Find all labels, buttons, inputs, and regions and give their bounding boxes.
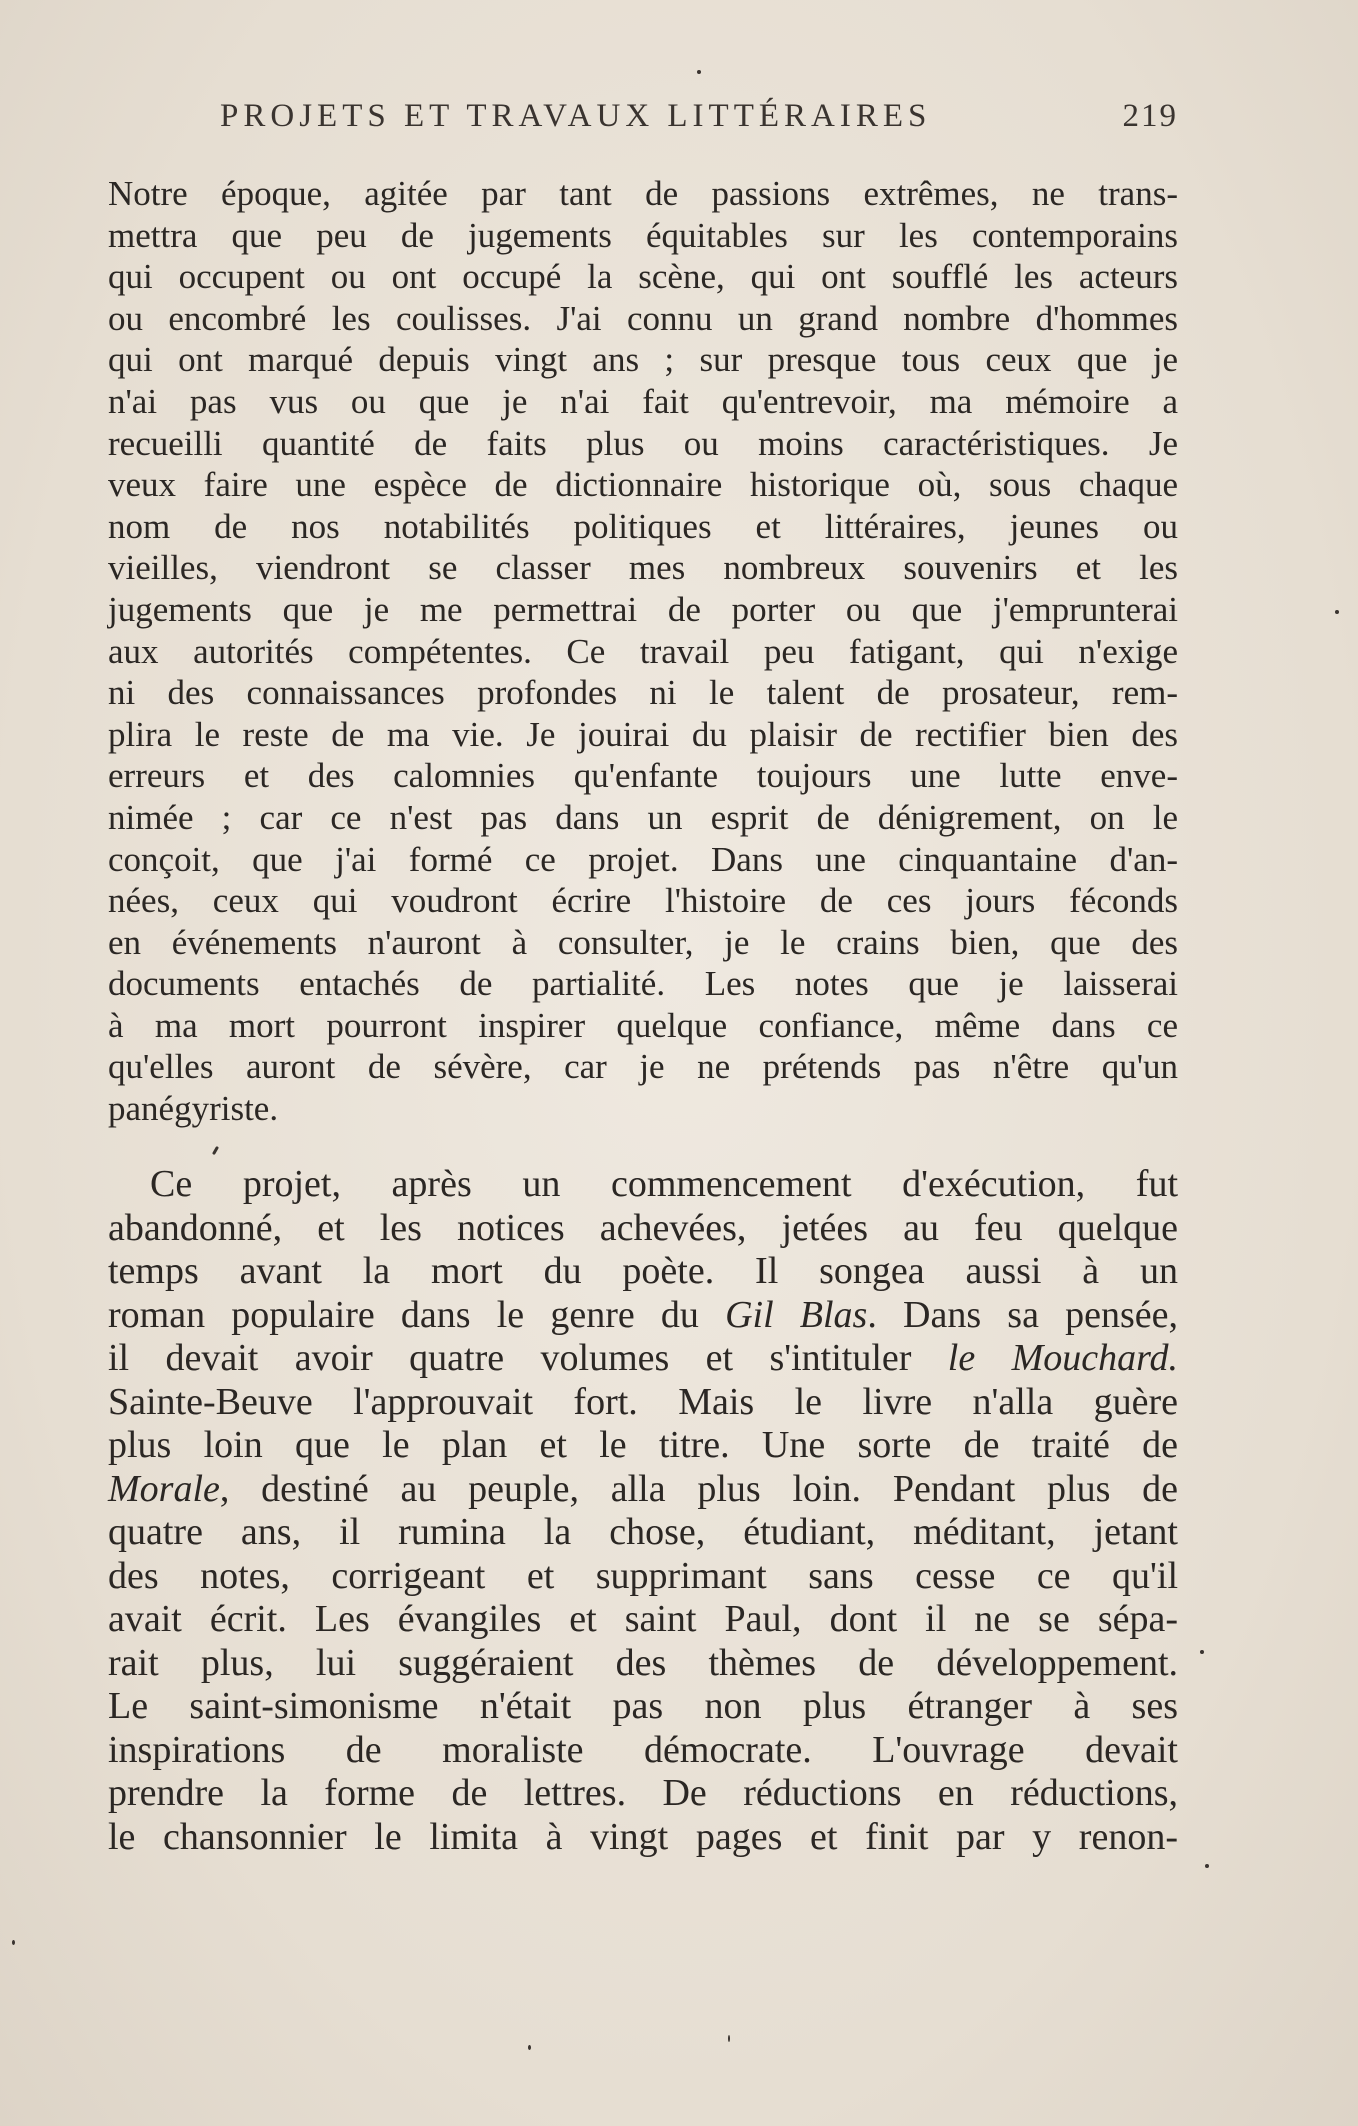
text-line: Sainte-Beuve l'approuvait fort. Mais le livre n'alla guère xyxy=(108,1380,1178,1423)
text-line: erreurs et des calomnies qu'enfante toujours une lutte enve- xyxy=(108,756,1178,796)
page-number: 219 xyxy=(1122,98,1178,134)
text-line: qui occupent ou ont occupé la scène, qui ont soufflé les acteurs xyxy=(108,257,1178,297)
text-line: recueilli quantité de faits plus ou moins caractéristiques. Je xyxy=(108,423,1178,463)
text-line: Notre époque, agitée par tant de passions extrêmes, ne trans- xyxy=(108,174,1178,213)
text-line: nimée ; car ce n'est pas dans un esprit de dénigrement, on le xyxy=(108,797,1178,837)
text-line: à ma mort pourront inspirer quelque confiance, même dans ce xyxy=(108,1005,1178,1045)
text-line: qu'elles auront de sévère, car je ne prétends pas n'être qu'un xyxy=(108,1047,1178,1087)
text-line: panégyriste. xyxy=(108,1089,279,1129)
ink-speck xyxy=(1205,1864,1209,1868)
text-line: plira le reste de ma vie. Je jouirai du plaisir de rectifier bien des xyxy=(108,714,1178,754)
ink-speck xyxy=(1200,1650,1204,1654)
text-line: rait plus, lui suggéraient des thèmes de développement. xyxy=(108,1641,1178,1684)
text-line: aux autorités compétentes. Ce travail peu fatigant, qui n'exige xyxy=(108,631,1178,671)
ink-speck xyxy=(728,2035,730,2042)
text-line: des notes, corrigeant et supprimant sans cesse ce qu'il xyxy=(108,1554,1178,1597)
text-line: ou encombré les coulisses. J'ai connu un grand nombre d'hommes xyxy=(108,298,1178,338)
text-line: conçoit, que j'ai formé ce projet. Dans une cinquantaine d'an- xyxy=(108,839,1178,879)
ink-speck xyxy=(212,1146,219,1155)
text-line: qui ont marqué depuis vingt ans ; sur presque tous ceux que je xyxy=(108,340,1178,380)
paragraph-1 xyxy=(108,173,1178,1130)
text-line: temps avant la mort du poète. Il songea aussi à un xyxy=(108,1250,1178,1292)
ink-speck xyxy=(1335,610,1339,614)
text-line: en événements n'auront à consulter, je le crains bien, que des xyxy=(108,922,1178,962)
paragraph-2 xyxy=(108,1163,1178,1859)
text-line: Ce projet, après un commencement d'exécution, fut xyxy=(150,1163,1178,1205)
text-line xyxy=(108,1337,1178,1381)
text-line xyxy=(108,1294,1178,1338)
text-line: ni des connaissances profondes ni le talent de prosateur, rem- xyxy=(108,673,1178,713)
text-line xyxy=(108,1468,1178,1512)
text-line: avait écrit. Les évangiles et saint Paul, dont il ne se sépa- xyxy=(108,1598,1178,1640)
text-line: le chansonnier le limita à vingt pages et finit par y renon- xyxy=(108,1815,1178,1858)
text-run: . Dans sa pensée, xyxy=(867,1293,1179,1336)
text-run: il devait avoir quatre volumes et s'intituler xyxy=(108,1337,948,1379)
ink-speck xyxy=(12,1940,15,1945)
running-title: PROJETS ET TRAVAUX LITTÉRAIRES xyxy=(220,98,932,134)
text-run: roman populaire dans le genre du xyxy=(108,1293,726,1336)
ink-speck xyxy=(697,70,701,74)
text-line: n'ai pas vus ou que je n'ai fait qu'entrevoir, ma mémoire a xyxy=(108,381,1178,421)
text-line: quatre ans, il rumina la chose, étudiant, méditant, jetant xyxy=(108,1511,1178,1553)
text-run: , destiné au peuple, alla plus loin. Pendant plus de xyxy=(219,1467,1178,1510)
ink-speck xyxy=(528,2045,531,2050)
text-line: veux faire une espèce de dictionnaire historique où, sous chaque xyxy=(108,465,1178,505)
text-line: mettra que peu de jugements équitables sur les contemporains xyxy=(108,215,1178,255)
italic-title: le Mouchard. xyxy=(947,1337,1178,1379)
text-line: nées, ceux qui voudront écrire l'histoire de ces jours féconds xyxy=(108,881,1178,921)
text-line: vieilles, viendront se classer mes nombreux souvenirs et les xyxy=(108,548,1178,588)
text-line: Le saint-simonisme n'était pas non plus étranger à ses xyxy=(108,1685,1178,1727)
text-line: plus loin que le plan et le titre. Une sorte de traité de xyxy=(108,1424,1178,1466)
italic-title: Morale xyxy=(108,1467,220,1510)
text-line: jugements que je me permettrai de porter ou que j'emprunterai xyxy=(108,589,1178,629)
text-line: nom de nos notabilités politiques et littéraires, jeunes ou xyxy=(108,506,1178,546)
text-line: abandonné, et les notices achevées, jetées au feu quelque xyxy=(108,1206,1178,1249)
text-line: documents entachés de partialité. Les notes que je laisserai xyxy=(108,964,1178,1004)
text-line: prendre la forme de lettres. De réductions en réductions, xyxy=(108,1772,1178,1814)
italic-title: Gil Blas xyxy=(725,1293,868,1336)
text-line: inspirations de moraliste démocrate. L'ouvrage devait xyxy=(108,1728,1178,1771)
